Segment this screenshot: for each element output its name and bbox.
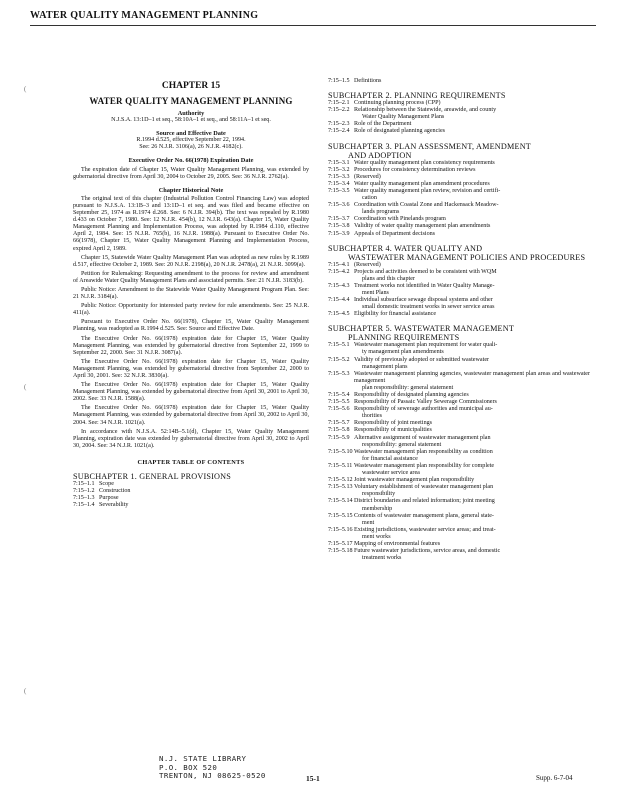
toc-item-number: 7:15–3.3: [328, 173, 350, 180]
running-head: WATER QUALITY MANAGEMENT PLANNING: [30, 10, 259, 21]
toc-item-title-text: Wastewater management plan responsibility for complete: [354, 462, 495, 469]
toc-item[interactable]: [73, 495, 309, 502]
toc-item[interactable]: [328, 188, 590, 202]
toc-item-title: [354, 342, 590, 356]
toc-item[interactable]: [328, 100, 590, 107]
toc-item-number: 7:15–1.2: [73, 488, 95, 495]
toc-item[interactable]: [328, 78, 590, 85]
history-paragraph: Public Notice: Amendment to the Statewide Water Quality Management Program Plan. See: 21 N.J.R. 3184(a).: [73, 286, 309, 301]
toc-item[interactable]: [328, 427, 590, 434]
toc-item-title-text: Responsibility of sewerage authorities and municipal au-: [354, 406, 493, 413]
toc-item-title: [354, 449, 590, 463]
toc-item-number: 7:15–3.7: [328, 216, 350, 223]
toc-item-title-text: Treatment works not identified in Water Quality Manage-: [354, 282, 495, 289]
history-paragraph: Pursuant to Executive Order No. 66(1978), Chapter 15, Water Quality Management Planning, was readopted as R.1994 d.525. See: Source and Effective Date.: [73, 319, 309, 333]
toc-item[interactable]: [328, 435, 590, 449]
subchapter-heading: [328, 142, 590, 160]
toc-item-title-wrap: ty management plan amendments: [362, 349, 444, 356]
toc-item-title: [354, 283, 590, 297]
toc-item-number: 7:15–5.5: [328, 399, 350, 406]
toc-item-title: [354, 174, 590, 181]
toc-item-title-text: Future wastewater jurisdictions, service areas, and domestic: [354, 548, 501, 555]
subchapter-3-list: [328, 160, 590, 238]
source-line: R.1994 d.525, effective September 22, 1994.: [136, 137, 246, 144]
toc-item-title: [354, 435, 590, 449]
toc-item-title: Construction: [99, 488, 131, 495]
toc-item-title-text: Mapping of environmental features: [354, 540, 441, 547]
toc-item-number: 7:15–4.2: [328, 268, 350, 275]
toc-item-title-wrap: ment works: [362, 533, 391, 540]
toc-item-title: [354, 223, 590, 230]
toc-item-number: 7:15–5.14: [328, 498, 353, 505]
binder-hole-mark: (: [24, 687, 27, 695]
history-paragraph: The Executive Order No. 66(1978) expiration date for Chapter 15, Water Quality Management Planning, was extended by gubernatorial directive from April 30, 2001 to April 30, 2002. See: 33 N.J.R. 1588(a).: [73, 382, 309, 403]
toc-item-title-text: Projects and activities deemed to be consistent with WQM: [354, 268, 497, 275]
toc-item-number: 7:15–3.1: [328, 159, 350, 166]
toc-item-number: 7:15–3.8: [328, 223, 350, 230]
toc-item[interactable]: [328, 107, 590, 121]
toc-item-title-text: Eligibility for financial assistance: [354, 311, 437, 318]
toc-item-title: [354, 297, 590, 311]
history-heading: Chapter Historical Note: [158, 186, 224, 194]
toc-item-title-wrap: wastewater service area: [362, 470, 420, 477]
binder-hole-mark: (: [24, 85, 27, 93]
expiration-text: The expiration date of Chapter 15, Water Quality Management Planning, was extended by gubernatorial directive from April 30, 2004 to October 29, 2005. See: 36 N.J.R. 2762(a).: [73, 166, 309, 180]
toc-item-number: 7:15–3.2: [328, 166, 350, 173]
toc-item-title: [354, 311, 590, 318]
toc-item-title: [354, 484, 590, 498]
subchapter-heading-line: SUBCHAPTER 4. WATER QUALITY AND: [328, 243, 483, 253]
toc-item[interactable]: [328, 498, 590, 512]
toc-item-title: [354, 498, 590, 512]
toc-item[interactable]: [73, 481, 309, 488]
toc-item[interactable]: [328, 406, 590, 420]
toc-item-title-wrap: ment Plans: [362, 289, 389, 296]
toc-item[interactable]: [328, 167, 590, 174]
toc-item-number: 7:15–5.6: [328, 406, 350, 413]
toc-item-number: 7:15–4.4: [328, 297, 350, 304]
toc-item-title-text: Joint wastewater management plan responsibility: [354, 477, 475, 484]
toc-item[interactable]: [328, 202, 590, 216]
toc-item[interactable]: [73, 488, 309, 495]
toc-item-title-text: Validity of water quality management plan amendments: [354, 223, 491, 230]
toc-item-title-wrap: for financial assistance: [362, 455, 418, 462]
supplement-date: Supp. 6-7-04: [536, 774, 573, 782]
toc-item-title: [354, 100, 590, 107]
subchapter-heading: SUBCHAPTER 2. PLANNING REQUIREMENTS: [328, 91, 506, 101]
toc-item-title-wrap: small domestic treatment works in sewer service areas: [362, 304, 495, 311]
toc-item-title: [354, 548, 590, 562]
toc-item-number: 7:15–3.9: [328, 230, 350, 237]
toc-item-title-text: Water quality management plan amendment procedures: [354, 180, 490, 187]
toc-item-title-text: Wastewater management plan responsibility as condition: [354, 448, 493, 455]
toc-item-number: 7:15–1.5: [328, 78, 350, 84]
toc-item-title-text: Contents of wastewater management plans, general state-: [354, 512, 494, 519]
toc-item-number: 7:15–2.2: [328, 107, 350, 114]
toc-item-title-wrap: plan responsibility: general statement: [362, 384, 454, 391]
toc-item-title-wrap: lands programs: [362, 209, 400, 216]
toc-item-title: [354, 541, 590, 548]
toc-item[interactable]: [328, 548, 590, 562]
subchapter-heading: SUBCHAPTER 1. GENERAL PROVISIONS: [73, 472, 232, 482]
toc-item-title-text: Responsibility of joint meetings: [354, 420, 433, 427]
history-paragraph: The Executive Order No. 66(1978) expiration date for Chapter 15, Water Quality Management Planning, was extended by gubernatorial directive from September 22, 1999 to September 22, 2000. See: 31 N.J.R. 3087(a).: [73, 335, 309, 356]
subchapter-2-list: [328, 100, 590, 135]
toc-item-number: 7:15–2.3: [328, 121, 350, 128]
toc-item-title: Definitions: [354, 78, 382, 84]
toc-item-title-wrap: management plans: [362, 363, 408, 370]
toc-item-number: 7:15–1.1: [73, 481, 95, 488]
right-column: [328, 78, 590, 562]
toc-item[interactable]: [328, 541, 590, 548]
toc-item-title-wrap: responsibility: general statement: [362, 441, 442, 448]
toc-item[interactable]: [328, 449, 590, 463]
toc-item-number: 7:15–5.11: [328, 462, 353, 469]
toc-item-number: 7:15–4.5: [328, 311, 350, 318]
source-heading: Source and Effective Date: [156, 130, 226, 138]
toc-item-title-text: Appeals of Department decisions: [354, 230, 436, 237]
history-paragraph: Public Notice: Opportunity for interested party review for rule amendments. See: 25 N.J.R. 411(a).: [73, 303, 309, 317]
toc-item-title-text: Role of the Department: [354, 121, 412, 128]
toc-item[interactable]: [328, 262, 590, 269]
toc-item-title-text: Water quality management plan consistency requirements: [354, 159, 495, 166]
toc-item-title-text: Validity of previously adopted or submitted wastewater: [354, 356, 490, 363]
toc-item-number: 7:15–5.4: [328, 392, 350, 398]
toc-item-title-wrap: ment: [362, 519, 375, 526]
toc-item-title: [354, 513, 590, 527]
toc-item-title: Scope: [99, 481, 114, 488]
toc-item-title-wrap: membership: [362, 505, 393, 512]
toc-item[interactable]: [328, 297, 590, 311]
toc-heading: CHAPTER TABLE OF CONTENTS: [137, 458, 245, 466]
toc-item[interactable]: [328, 223, 590, 230]
page-number: 15-1: [306, 774, 320, 783]
toc-item-number: 7:15–3.5: [328, 187, 350, 194]
toc-item-title-wrap: cation: [362, 195, 377, 202]
subchapter-5-list: [328, 342, 590, 562]
toc-item-title-text: Coordination with Coastal Zone and Hackensack Meadow-: [354, 202, 499, 209]
toc-item-number: 7:15–5.9: [328, 434, 350, 441]
toc-item-title-wrap: responsibility: [362, 491, 396, 498]
toc-item-title-text: District boundaries and related information; joint meeting: [354, 498, 495, 505]
subchapter-heading-cont: WASTEWATER MANAGEMENT POLICIES AND PROCEDURES: [348, 252, 586, 262]
history-paragraph: Petition for Rulemaking: Requesting amendment to the process for review and amendment of Areawide Water Quality Management Plans and associated permits. See: 21 N.J.R. 3183(b).: [73, 270, 309, 284]
subchapter-4-list: [328, 262, 590, 319]
toc-item-number: 7:15–2.4: [328, 128, 350, 135]
history-paragraph: The Executive Order No. 66(1978) expiration date for Chapter 15, Water Quality Management Planning, was extended by gubernatorial directive from September 22, 2000 to April 30, 2001. See: 32 N.J.R. 3830(a).: [73, 358, 309, 379]
history-paragraph: The original text of this chapter (Industrial Pollution Control Financing Law) was adopted pursuant to N.J.S.A. 13:1B–3 and 13:1D–1 et seq. and was filed and became effective on September 25, 1974 as R.1974 d.268. See: 6 N.J.R. 394(b). The text was repealed by R.1980 d.433 on October 7, 1980. See: 12 N.J.R. 454(b), 12 N.J.R. 643(a). Chapter 15, Water Quality Management Planning and Implementation Process, was adopted by R.1984 d.110, effective April 2, 1984. See: 15 N.J.R. 765(b), 16 N.J.R. 1988(a). Pursuant to Executive Order No. 66(1978), Chapter 15, Water Quality Management Planning and Implementation Process, expired April 2, 1989.: [73, 195, 309, 252]
toc-item-number: 7:15–3.4: [328, 180, 350, 187]
toc-item[interactable]: [328, 311, 590, 318]
subchapter-heading-cont: AND ADOPTION: [348, 150, 412, 160]
toc-item-title: [354, 262, 590, 269]
chapter-number: CHAPTER 15: [161, 81, 221, 91]
toc-item-title-text: Responsibility of Passaic Valley Sewerage Commissioners: [354, 399, 497, 406]
toc-item-number: 7:15–5.18: [328, 548, 353, 555]
authority-heading: Authority: [177, 110, 205, 117]
toc-item-title: [354, 231, 590, 238]
toc-item-number: 7:15–5.3: [328, 370, 350, 377]
toc-item[interactable]: [328, 231, 590, 238]
chapter-title: WATER QUALITY MANAGEMENT PLANNING: [89, 96, 293, 106]
toc-item-number: 7:15–5.15: [328, 512, 353, 519]
subchapter-heading: [328, 324, 590, 342]
toc-item[interactable]: [328, 484, 590, 498]
authority-text: N.J.S.A. 13:1D–1 et seq., 58:10A–1 et seq., and 58:11A–1 et seq.: [111, 117, 271, 124]
toc-item-title-wrap: treatment works: [362, 555, 402, 562]
toc-item-title-wrap: thorities: [362, 413, 382, 420]
stamp-line: P.O. BOX 520: [159, 762, 218, 772]
toc-item-number: 7:15–1.4: [73, 502, 95, 509]
toc-item-number: 7:15–5.1: [328, 342, 350, 349]
toc-item[interactable]: [328, 371, 590, 392]
toc-item-title: [354, 202, 590, 216]
toc-item-title: [354, 357, 590, 371]
toc-item-number: 7:15–4.3: [328, 282, 350, 289]
toc-item-title: [354, 188, 590, 202]
toc-item-title-text: Wastewater management planning agencies, wastewater management plan areas and wastewater management: [354, 370, 590, 384]
binder-hole-mark: (: [24, 383, 27, 391]
toc-item-title-text: Wastewater management plan requirement for water quali-: [354, 342, 498, 349]
toc-item[interactable]: [328, 463, 590, 477]
toc-item-title: [354, 181, 590, 188]
toc-item-title-text: (Reserved): [354, 173, 381, 180]
toc-item-title-text: Procedures for consistency determination reviews: [354, 166, 476, 173]
toc-item-title: [354, 128, 590, 135]
toc-item-title: [354, 107, 590, 121]
toc-item[interactable]: [328, 513, 590, 527]
toc-item-title: Purpose: [99, 495, 119, 502]
toc-item-number: 7:15–5.7: [328, 420, 350, 427]
toc-item-title: [354, 406, 590, 420]
toc-item-number: 7:15–5.2: [328, 356, 350, 363]
toc-item-title: [354, 160, 590, 167]
toc-item[interactable]: [328, 357, 590, 371]
library-stamp: [159, 755, 266, 781]
toc-item-number: 7:15–4.1: [328, 261, 350, 268]
toc-item-title-text: Individual subsurface sewage disposal systems and other: [354, 297, 493, 304]
toc-item-title: [354, 269, 590, 283]
toc-item-title-text: Existing jurisdictions, wastewater service areas; and treat-: [354, 526, 496, 533]
toc-item-title: Severability: [99, 502, 129, 509]
toc-item-number: 7:15–1.3: [73, 495, 95, 502]
toc-item-number: 7:15–5.16: [328, 526, 353, 533]
toc-item-title-text: Relationship between the Statewide, areawide, and county: [354, 107, 497, 114]
history-paragraph: In accordance with N.J.S.A. 52:14B–5.1(d), Chapter 15, Water Quality Management Planning, expiration date was extended by gubernatorial directive from April 30, 2002 to April 30, 2004. See: 34 N.J.R. 1021(a).: [73, 428, 309, 449]
history-paragraph: Chapter 15, Statewide Water Quality Management Plan was adopted as new rules by R.1989 d.517, effective October 2, 1989. See: 20 N.J.R. 2198(a), 20 N.J.R. 2478(a), 21 N.J.R. 3099(a).: [73, 254, 309, 268]
toc-item-title-text: Water quality management plan review, revision and certifi-: [354, 187, 501, 194]
toc-item[interactable]: [328, 342, 590, 356]
history-paragraph: The Executive Order No. 66(1978) expiration date for Chapter 15, Water Quality Management Planning, was extended by gubernatorial directive from April 30, 2002 to April 30, 2004. See: 34 N.J.R. 1021(a).: [73, 405, 309, 426]
header-rule: [30, 25, 596, 26]
toc-item-number: 7:15–2.1: [328, 100, 350, 107]
subchapter-heading-cont: PLANNING REQUIREMENTS: [348, 333, 460, 343]
subchapter-heading: [328, 244, 590, 262]
toc-item-title-text: Continuing planning process (CPP): [354, 100, 441, 107]
toc-item-title: [354, 167, 590, 174]
toc-item[interactable]: [328, 283, 590, 297]
toc-item-title: [354, 527, 590, 541]
toc-item-number: 7:15–5.17: [328, 540, 353, 547]
stamp-line: TRENTON, NJ 08625-0520: [159, 771, 266, 781]
toc-item-number: 7:15–5.10: [328, 448, 353, 455]
toc-item[interactable]: [328, 174, 590, 181]
toc-item-title: [354, 463, 590, 477]
toc-item-title-text: Voluntary establishment of wastewater management plan: [354, 484, 494, 491]
subchapter-heading-line: SUBCHAPTER 3. PLAN ASSESSMENT, AMENDMENT: [328, 141, 532, 151]
source-line: See: 26 N.J.R. 3106(a), 26 N.J.R. 4182(c).: [139, 144, 243, 151]
toc-item[interactable]: [328, 128, 590, 135]
toc-item-title-text: Role of designated planning agencies: [354, 128, 446, 135]
toc-item-title-text: Responsibility of designated planning agencies: [354, 392, 469, 398]
toc-item-number: 7:15–3.6: [328, 202, 350, 209]
toc-item-number: 7:15–5.13: [328, 484, 353, 491]
toc-item-title: [354, 371, 590, 392]
toc-item-title-text: Coordination with Pinelands program: [354, 216, 446, 223]
toc-item-title-text: (Reserved): [354, 261, 381, 268]
toc-item-title-text: Alternative assignment of wastewater management plan: [354, 434, 491, 441]
toc-item[interactable]: [73, 502, 309, 509]
toc-item-number: 7:15–5.12: [328, 477, 353, 484]
toc-item-title: [354, 427, 590, 434]
toc-item[interactable]: [328, 160, 590, 167]
subchapter-heading-line: SUBCHAPTER 5. WASTEWATER MANAGEMENT: [328, 324, 515, 334]
toc-item[interactable]: [328, 269, 590, 283]
toc-item-number: 7:15–5.8: [328, 427, 350, 434]
toc-item-title-wrap: Water Quality Management Plans: [362, 114, 445, 121]
stamp-line: N.J. STATE LIBRARY: [159, 754, 247, 763]
expiration-heading: Executive Order No. 66(1978) Expiration Date: [128, 157, 254, 165]
toc-item-title-wrap: plans and this chapter: [362, 275, 415, 282]
toc-item-title-text: Responsibility of municipalities: [354, 427, 432, 434]
toc-item[interactable]: [328, 181, 590, 188]
left-column: [73, 78, 309, 509]
toc-item[interactable]: [328, 527, 590, 541]
